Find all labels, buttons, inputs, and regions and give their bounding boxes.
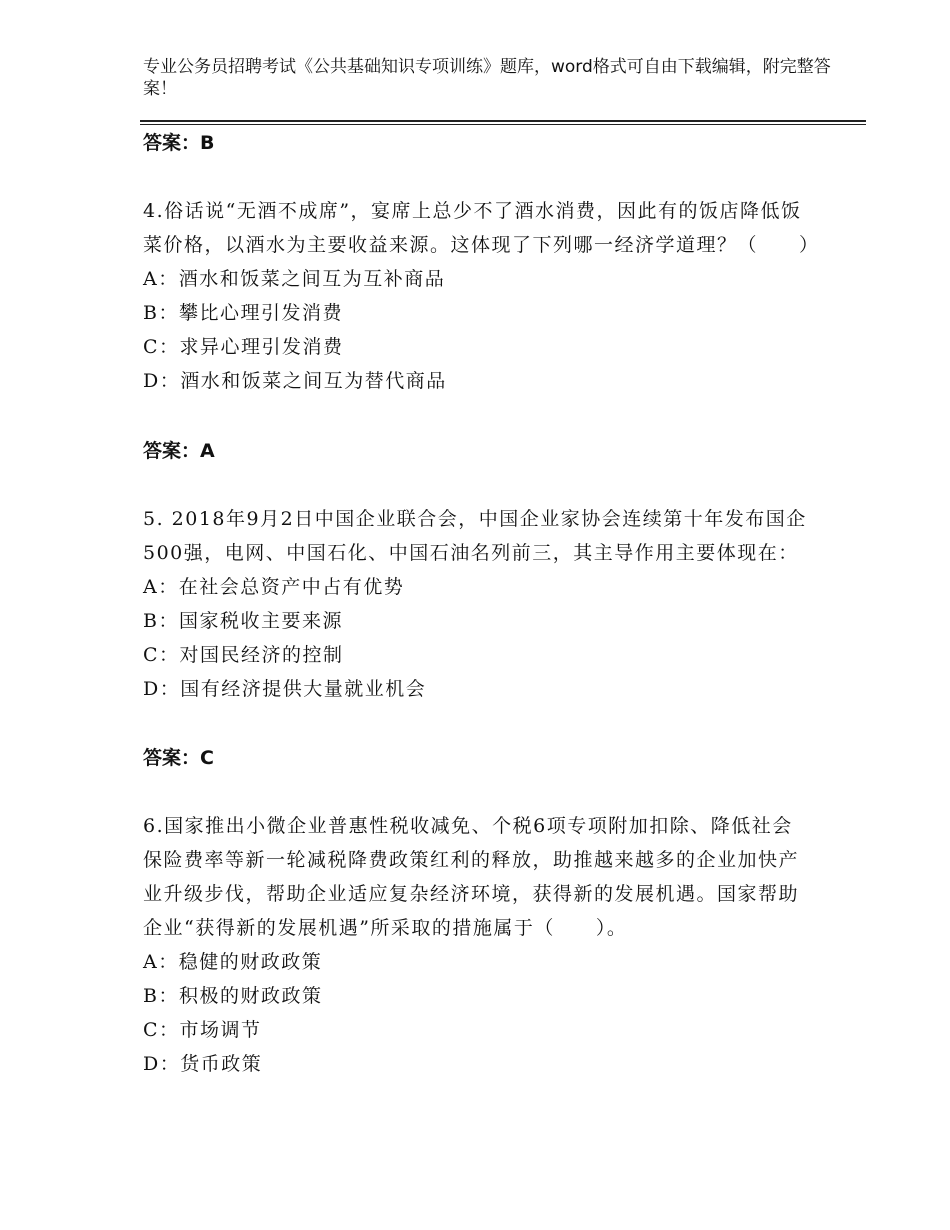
answer-q4: 答案：A xyxy=(143,440,215,462)
option-c: C：市场调节 xyxy=(143,1019,262,1041)
option-list xyxy=(143,945,813,1081)
header-divider-thick xyxy=(140,120,866,122)
option-a: A：稳健的财政政策 xyxy=(143,951,323,973)
question-4 xyxy=(143,194,820,398)
question-5 xyxy=(143,502,813,706)
answer-q3: 答案：B xyxy=(143,132,215,154)
option-list xyxy=(143,570,813,706)
option-d: D：酒水和饭菜之间互为替代商品 xyxy=(143,370,447,392)
header-divider-thin xyxy=(140,124,866,125)
option-b: B：攀比心理引发消费 xyxy=(143,302,343,324)
option-list xyxy=(143,262,813,398)
question-text: 5. 2018年9月2日中国企业联合会，中国企业家协会连续第十年发布国企500强，电网、中国石化、中国石油名列前三，其主导作用主要体现在： xyxy=(143,508,807,564)
option-a: A：在社会总资产中占有优势 xyxy=(143,576,405,598)
option-b: B：积极的财政政策 xyxy=(143,985,323,1007)
document-header: 专业公务员招聘考试《公共基础知识专项训练》题库，word格式可自由下载编辑，附完整答案！ xyxy=(143,57,831,99)
question-text: 4.俗话说“无酒不成席”，宴席上总少不了酒水消费，因此有的饭店降低饭菜价格，以酒水为主要收益来源。这体现了下列哪一经济学道理？（ ） xyxy=(143,200,820,256)
option-b: B：国家税收主要来源 xyxy=(143,610,343,632)
option-a: A：酒水和饭菜之间互为互补商品 xyxy=(143,268,446,290)
option-d: D：国有经济提供大量就业机会 xyxy=(143,678,427,700)
question-6 xyxy=(143,809,813,1081)
option-d: D：货币政策 xyxy=(143,1053,263,1075)
option-c: C：求异心理引发消费 xyxy=(143,336,344,358)
answer-q5: 答案：C xyxy=(143,747,214,769)
question-text: 6.国家推出小微企业普惠性税收减免、个税6项专项附加扣除、降低社会保险费率等新一轮减税降费政策红利的释放，助推越来越多的企业加快产业升级步伐，帮助企业适应复杂经济环境，获得新的发展机遇。国家帮助企业“获得新的发展机遇”所采取的措施属于（ ）。 xyxy=(143,815,800,939)
option-c: C：对国民经济的控制 xyxy=(143,644,344,666)
